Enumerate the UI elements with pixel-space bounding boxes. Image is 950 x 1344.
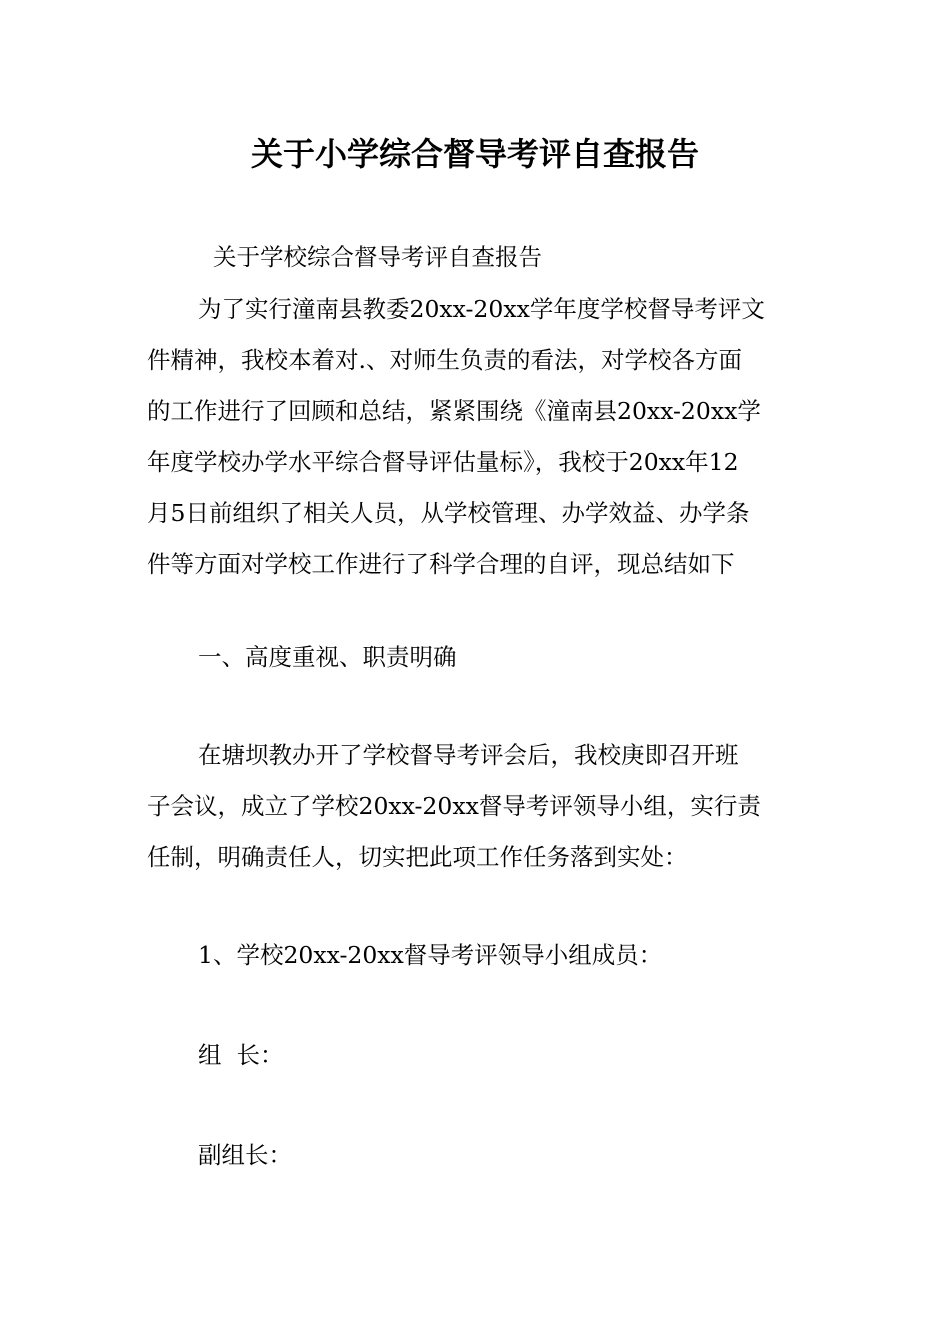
- deputy-label: 副组长：: [198, 1141, 292, 1169]
- intro-paragraph: [147, 284, 807, 590]
- section-1-line: 任制，明确责任人，切实把此项工作任务落到实处：: [147, 843, 688, 871]
- intro-line: 年度学校办学水平综合督导评估量标》，我校于20xx年12: [147, 448, 739, 476]
- item-1-block: [147, 930, 807, 981]
- leader-label: 组 长：: [198, 1041, 284, 1069]
- section-1-line: 子会议，成立了学校20xx-20xx督导考评领导小组，实行责: [147, 792, 761, 820]
- item-1-text: 1、学校20xx-20xx督导考评领导小组成员：: [198, 941, 663, 969]
- intro-line: 为了实行潼南县教委20xx-20xx学年度学校督导考评文: [198, 295, 765, 323]
- intro-line: 件精神，我校本着对.、对师生负责的看法，对学校各方面: [147, 346, 742, 374]
- deputy-block: [147, 1130, 807, 1181]
- intro-line: 月5日前组织了相关人员，从学校管理、办学效益、办学条: [147, 499, 750, 527]
- document-subtitle: [147, 232, 807, 283]
- document-title: 关于小学综合督导考评自查报告: [250, 135, 699, 173]
- subtitle-text: 关于学校综合督导考评自查报告: [213, 243, 542, 271]
- section-1-heading-block: [147, 632, 807, 683]
- intro-line: 件等方面对学校工作进行了科学合理的自评，现总结如下: [147, 550, 735, 578]
- intro-line: 的工作进行了回顾和总结，紧紧围绕《潼南县20xx-20xx学: [147, 397, 761, 425]
- section-1-heading: 一、高度重视、职责明确: [198, 643, 457, 671]
- leader-block: [147, 1030, 807, 1081]
- section-1-paragraph: [147, 730, 807, 883]
- section-1-line: 在塘坝教办开了学校督导考评会后，我校庚即召开班: [198, 741, 739, 769]
